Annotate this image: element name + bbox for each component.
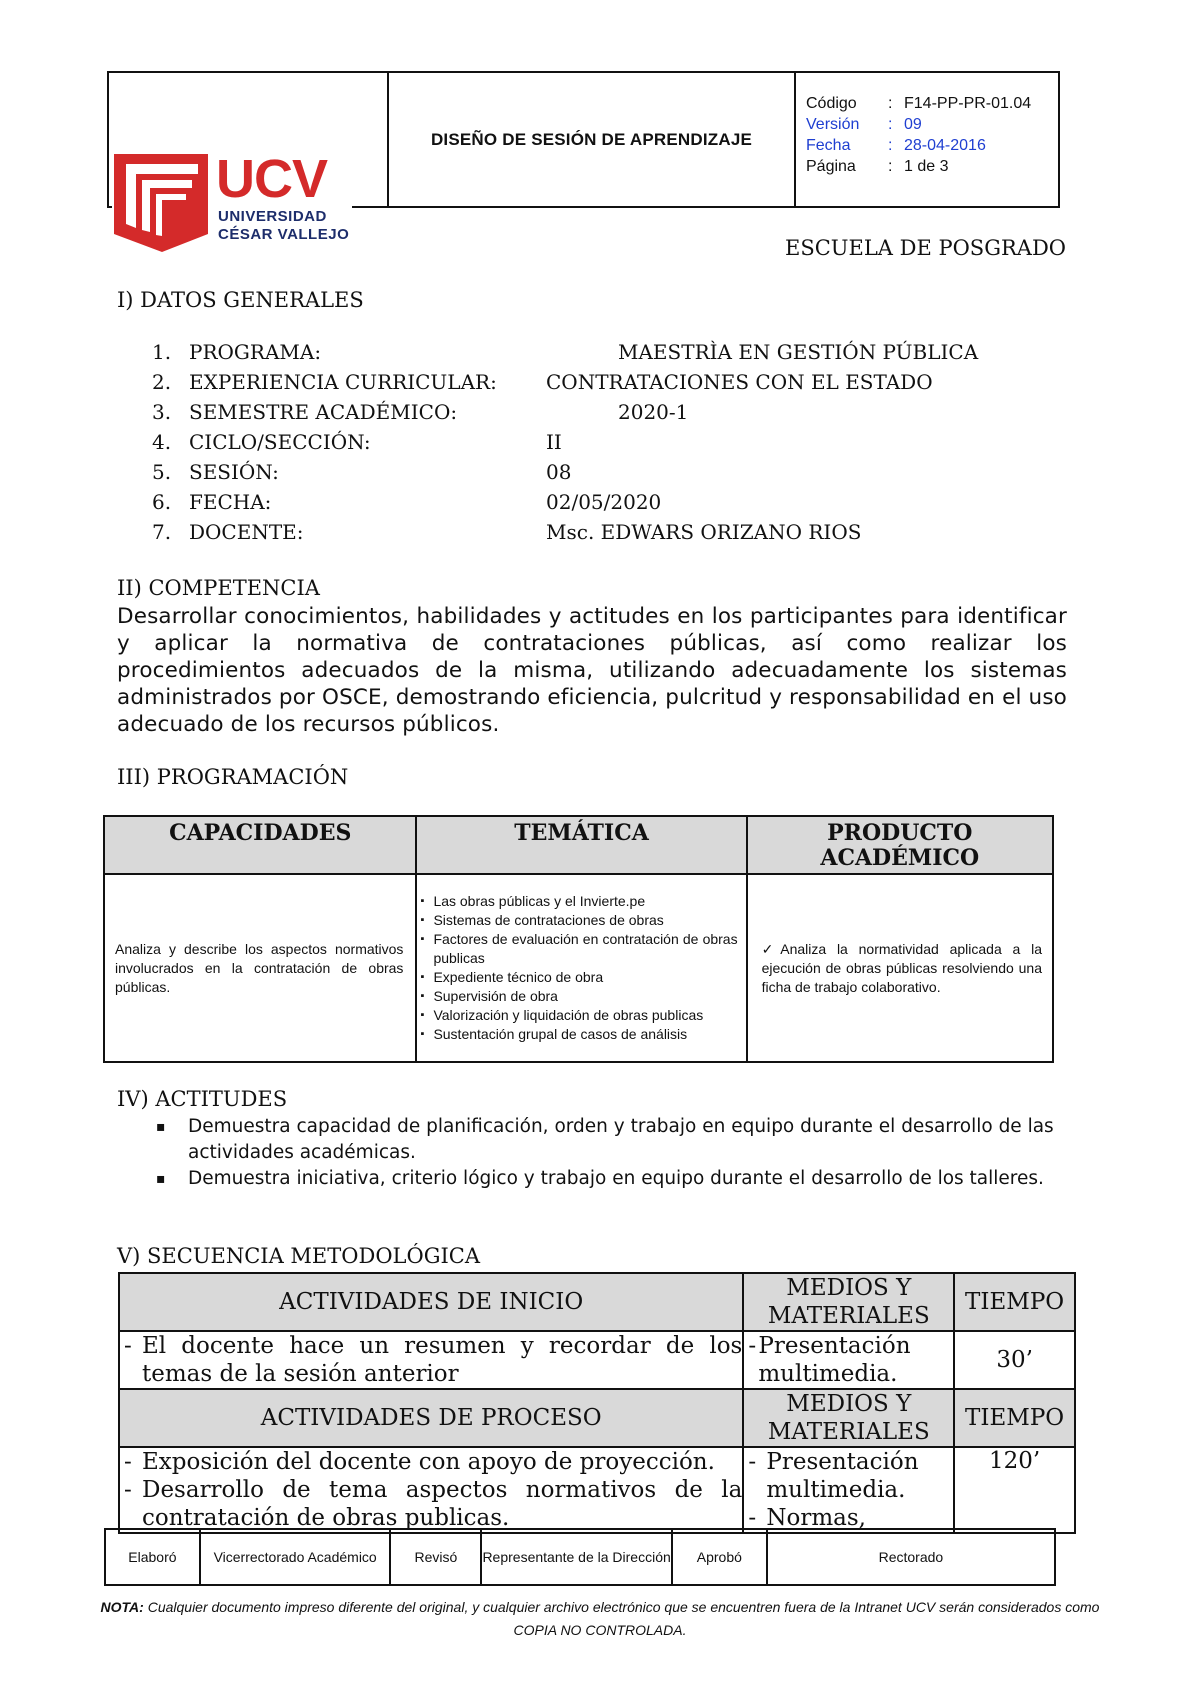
list-item: ▪ Sistemas de contrataciones de obras	[433, 911, 737, 930]
document-title: DISEÑO DE SESIÓN DE APRENDIZAJE	[430, 129, 753, 149]
proceso-medios-cell: - Presentación multimedia. - Normas,	[743, 1447, 954, 1533]
header-tiempo: TIEMPO	[954, 1389, 1075, 1447]
school-name: ESCUELA DE POSGRADO	[785, 236, 1066, 260]
table-header-row	[119, 1389, 1075, 1447]
section-title-competencia: II) COMPETENCIA	[117, 576, 320, 600]
table-row	[105, 1529, 1055, 1585]
list-item: ▪ Demuestra capacidad de planificación, orden y trabajo en equipo durante el desarrollo de las actividades académicas.	[152, 1114, 1062, 1166]
proceso-actividades-cell: - Exposición del docente con apoyo de proyección. - Desarrollo de tema aspectos normativos de la contratación de obras publicas.	[119, 1447, 743, 1533]
proceso-tiempo-cell: 120’	[954, 1447, 1075, 1533]
list-item: ▪ Valorización y liquidación de obras publicas	[433, 1006, 737, 1025]
actitudes-list	[152, 1114, 1062, 1192]
col-header-producto: PRODUCTO ACADÉMICO	[747, 816, 1053, 874]
inicio-actividad-cell: - El docente hace un resumen y recordar de los temas de la sesión anterior	[119, 1331, 743, 1389]
list-item: ▪ Expediente técnico de obra	[433, 968, 737, 987]
logo-brand: UCV	[216, 149, 328, 209]
header-tiempo: TIEMPO	[954, 1273, 1075, 1331]
meta-version: Versión : 09	[806, 116, 922, 133]
footer-reviso: Revisó	[390, 1529, 481, 1585]
section-title-actitudes: IV) ACTITUDES	[117, 1087, 288, 1111]
approval-footer	[104, 1528, 1056, 1586]
list-item: ▪ Factores de evaluación en contratación de obras publicas	[433, 930, 737, 968]
note-label: NOTA:	[100, 1599, 144, 1615]
ucv-emblem-icon	[112, 150, 216, 255]
list-item: ▪ Sustentación grupal de casos de análisis	[433, 1025, 737, 1044]
programacion-table	[103, 815, 1054, 1063]
table-row	[104, 874, 1053, 1062]
tematica-list	[433, 892, 737, 1044]
header-meta-cell	[796, 73, 1058, 206]
header-medios: MEDIOS Y MATERIALES	[743, 1389, 954, 1447]
list-item: ▪ Las obras públicas y el Invierte.pe	[433, 892, 737, 911]
footer-aprobo: Aprobó	[672, 1529, 767, 1585]
footer-vicerrectorado: Vicerrectorado Académico	[200, 1529, 391, 1585]
header-medios: MEDIOS Y MATERIALES	[743, 1273, 954, 1331]
tematica-cell	[416, 874, 746, 1062]
inicio-medios-cell: - Presentación multimedia.	[743, 1331, 954, 1389]
footer-note	[100, 1596, 1100, 1642]
header-actividades-inicio: ACTIVIDADES DE INICIO	[119, 1273, 743, 1331]
header-actividades-proceso: ACTIVIDADES DE PROCESO	[119, 1389, 743, 1447]
table-row	[119, 1447, 1075, 1533]
capacidad-cell: Analiza y describe los aspectos normativos involucrados en la contratación de obras públicas.	[104, 874, 416, 1062]
ucv-logo	[112, 150, 352, 255]
meta-pagina: Página : 1 de 3	[806, 158, 949, 175]
footer-representante: Representante de la Dirección	[481, 1529, 672, 1585]
table-header-row	[104, 816, 1053, 874]
logo-line-universidad: UNIVERSIDAD	[218, 208, 327, 225]
logo-line-cesar-vallejo: CÉSAR VALLEJO	[218, 226, 350, 243]
header-title-cell	[389, 73, 796, 206]
secuencia-table	[118, 1272, 1076, 1534]
col-header-capacidades: CAPACIDADES	[104, 816, 416, 874]
meta-codigo: Código : F14-PP-PR-01.04	[806, 95, 1032, 112]
producto-cell: ✓Analiza la normatividad aplicada a la ejecución de obras públicas resolviendo una ficha de trabajo colaborativo.	[747, 874, 1053, 1062]
list-item: ▪ Supervisión de obra	[433, 987, 737, 1006]
list-item: ▪ Demuestra iniciativa, criterio lógico y trabajo en equipo durante el desarrollo de los talleres.	[152, 1166, 1062, 1192]
footer-rectorado: Rectorado	[767, 1529, 1055, 1585]
section-title-programacion: III) PROGRAMACIÓN	[117, 765, 349, 789]
competencia-text: Desarrollar conocimientos, habilidades y actitudes en los participantes para identificar y aplicar la normativa de contrataciones públicas, así como realizar los procedimientos adecuados de la misma, utilizando adecuadamente los sistemas administrados por OSCE, demostrando eficiencia, pulcritud y responsabilidad en el uso adecuado de los recursos públicos.	[117, 604, 1067, 737]
meta-fecha: Fecha : 28-04-2016	[806, 137, 986, 154]
note-text: Cualquier documento impreso diferente del original, y cualquier archivo electrónico que se encuentren fuera de la Intranet UCV serán considerados como COPIA NO CONTROLADA.	[143, 1599, 1100, 1638]
section-title-datos-generales: I) DATOS GENERALES	[117, 288, 364, 312]
table-row	[119, 1331, 1075, 1389]
footer-elaboro: Elaboró	[105, 1529, 200, 1585]
col-header-tematica: TEMÁTICA	[416, 816, 746, 874]
inicio-tiempo-cell: 30’	[954, 1331, 1075, 1389]
section-title-secuencia: V) SECUENCIA METODOLÓGICA	[117, 1244, 480, 1268]
table-header-row	[119, 1273, 1075, 1331]
